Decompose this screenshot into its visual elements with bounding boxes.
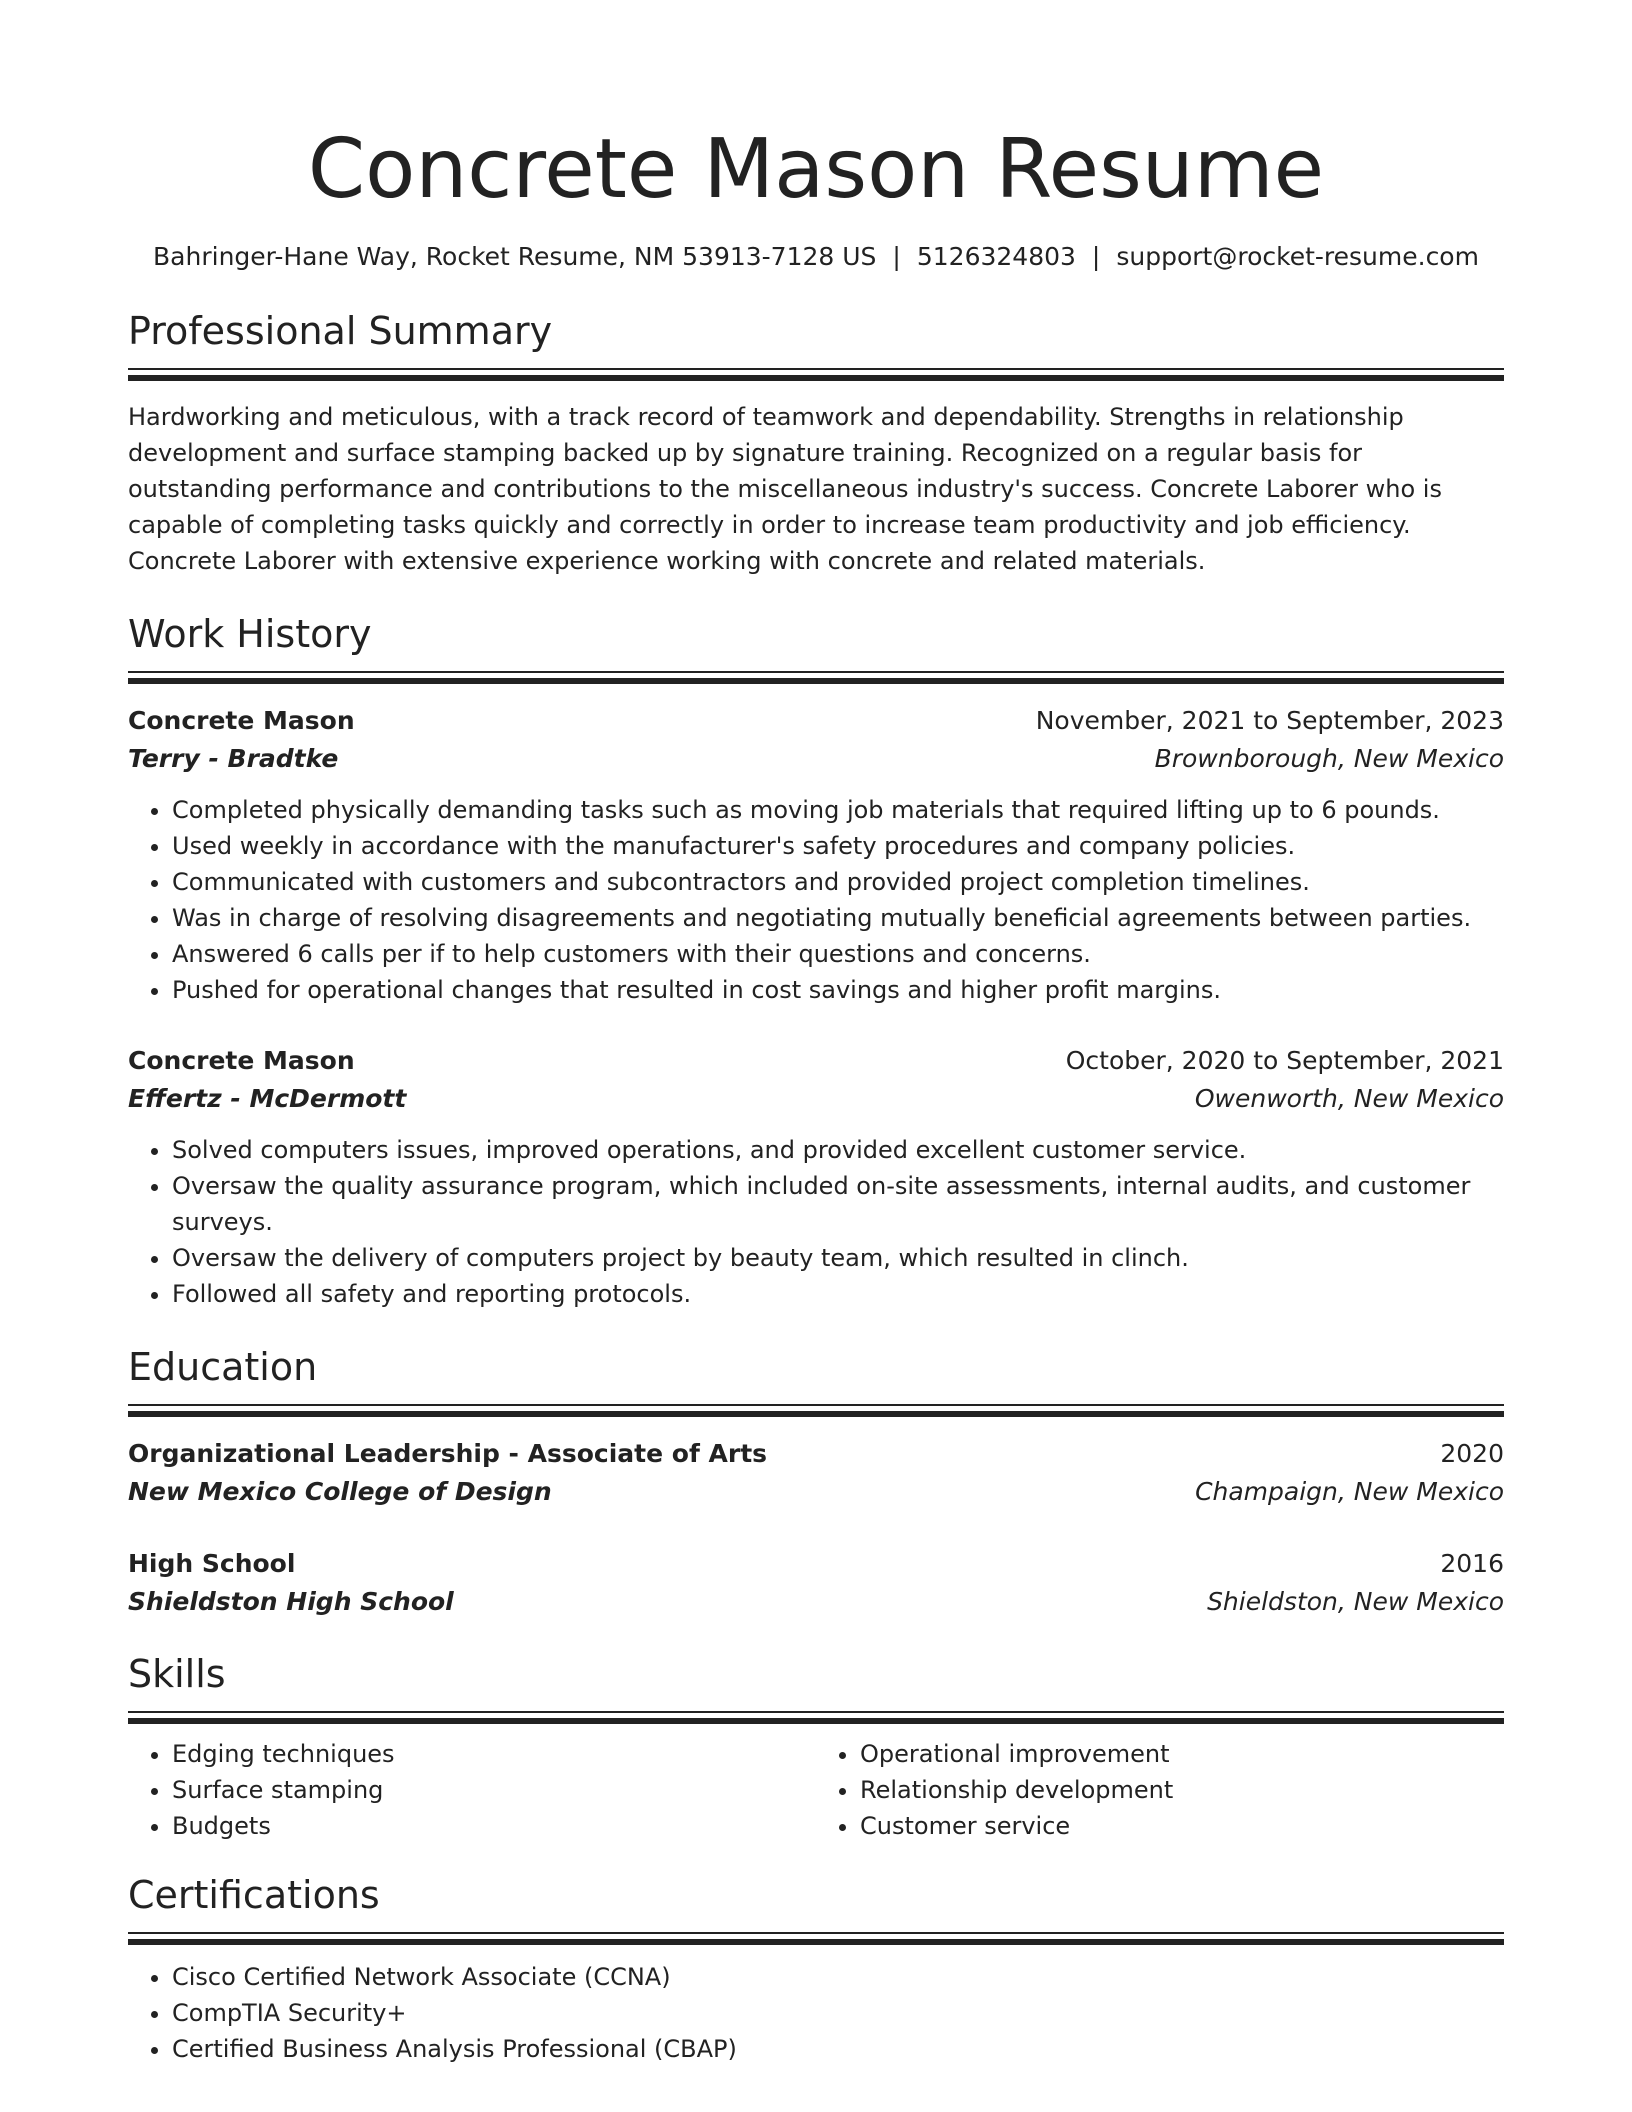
contact-separator: | bbox=[1091, 242, 1101, 271]
school-location: Champaign, New Mexico bbox=[1195, 1477, 1504, 1506]
list-item: • Pushed for operational changes that resulted in cost savings and higher profit margins. bbox=[172, 972, 1504, 1008]
job-bullets bbox=[128, 1132, 1504, 1312]
list-item: • Oversaw the delivery of computers project by beauty team, which resulted in clinch. bbox=[172, 1240, 1504, 1276]
summary-section bbox=[128, 304, 1504, 579]
resume-title: Concrete Mason Resume bbox=[307, 122, 1325, 217]
section-heading: Skills bbox=[128, 1652, 226, 1696]
skills-column-left bbox=[128, 1736, 816, 1844]
section-heading: Education bbox=[128, 1345, 318, 1389]
contact-address: Bahringer-Hane Way, Rocket Resume, NM 53913-7128 US bbox=[153, 242, 877, 271]
list-item: • Followed all safety and reporting protocols. bbox=[172, 1276, 1504, 1312]
degree: Organizational Leadership - Associate of Arts bbox=[128, 1439, 768, 1468]
list-item: • Solved computers issues, improved operations, and provided excellent customer service. bbox=[172, 1132, 1504, 1168]
contact-line bbox=[128, 240, 1504, 274]
job-dates: October, 2020 to September, 2021 bbox=[1065, 1046, 1504, 1075]
education-section bbox=[128, 1340, 1504, 1621]
degree: High School bbox=[128, 1549, 296, 1578]
skills-grid bbox=[128, 1736, 1504, 1844]
list-item: • Edging techniques bbox=[172, 1736, 816, 1772]
list-item: • CompTIA Security+ bbox=[172, 1995, 1504, 2031]
section-divider bbox=[128, 368, 1504, 381]
school-name: New Mexico College of Design bbox=[128, 1477, 552, 1506]
list-item: • Answered 6 calls per if to help customers with their questions and concerns. bbox=[172, 936, 1504, 972]
list-item: • Operational improvement bbox=[860, 1736, 1504, 1772]
certifications-section bbox=[128, 1868, 1504, 2067]
list-item: • Used weekly in accordance with the manufacturer's safety procedures and company policies. bbox=[172, 828, 1504, 864]
list-item: • Customer service bbox=[860, 1808, 1504, 1844]
education-entry bbox=[128, 1435, 1504, 1511]
job-location: Brownborough, New Mexico bbox=[1154, 744, 1504, 773]
graduation-year: 2020 bbox=[1440, 1439, 1504, 1468]
job-title: Concrete Mason bbox=[128, 706, 355, 735]
summary-text: Hardworking and meticulous, with a track record of teamwork and dependability. Strengths in relationship development and surface stamping backed up by signature training. Recognized on a regular basis for outstanding performance and contributions to the miscellaneous industry's success. Concrete Laborer who is capable of completing tasks quickly and correctly in order to increase team productivity and job efficiency. Concrete Laborer with extensive experience working with concrete and related materials. bbox=[128, 403, 1442, 575]
section-heading: Certifications bbox=[128, 1873, 380, 1917]
job-company: Effertz - McDermott bbox=[128, 1084, 407, 1113]
list-item: • Completed physically demanding tasks such as moving job materials that required lifting up to 6 pounds. bbox=[172, 792, 1504, 828]
skills-column-right bbox=[816, 1736, 1504, 1844]
job-company: Terry - Bradtke bbox=[128, 744, 339, 773]
skills-section bbox=[128, 1647, 1504, 1844]
job-dates: November, 2021 to September, 2023 bbox=[1035, 706, 1504, 735]
graduation-year: 2016 bbox=[1440, 1549, 1504, 1578]
school-location: Shieldston, New Mexico bbox=[1207, 1587, 1504, 1616]
list-item: • Was in charge of resolving disagreements and negotiating mutually beneficial agreements between parties. bbox=[172, 900, 1504, 936]
section-divider bbox=[128, 671, 1504, 684]
list-item: • Cisco Certified Network Associate (CCNA) bbox=[172, 1959, 1504, 1995]
list-item: • Relationship development bbox=[860, 1772, 1504, 1808]
section-divider bbox=[128, 1711, 1504, 1724]
section-divider bbox=[128, 1404, 1504, 1417]
contact-separator: | bbox=[892, 242, 901, 271]
school-name: Shieldston High School bbox=[128, 1587, 454, 1616]
education-entry bbox=[128, 1545, 1504, 1621]
section-heading: Work History bbox=[128, 612, 372, 656]
section-divider bbox=[128, 1932, 1504, 1945]
section-heading: Professional Summary bbox=[128, 309, 553, 353]
list-item: • Certified Business Analysis Professional (CBAP) bbox=[172, 2031, 1504, 2067]
job-title: Concrete Mason bbox=[128, 1046, 355, 1075]
work-history-section bbox=[128, 607, 1504, 1312]
contact-phone: 5126324803 bbox=[916, 242, 1076, 271]
job-bullets bbox=[128, 792, 1504, 1008]
contact-email: support@rocket-resume.com bbox=[1116, 242, 1479, 271]
job-entry bbox=[128, 1042, 1504, 1312]
list-item: • Oversaw the quality assurance program, which included on-site assessments, internal audits, and customer surveys. bbox=[172, 1168, 1504, 1240]
job-entry bbox=[128, 702, 1504, 1008]
list-item: • Communicated with customers and subcontractors and provided project completion timelines. bbox=[172, 864, 1504, 900]
certifications-list bbox=[128, 1959, 1504, 2067]
list-item: • Surface stamping bbox=[172, 1772, 816, 1808]
job-location: Owenworth, New Mexico bbox=[1194, 1084, 1504, 1113]
list-item: • Budgets bbox=[172, 1808, 816, 1844]
